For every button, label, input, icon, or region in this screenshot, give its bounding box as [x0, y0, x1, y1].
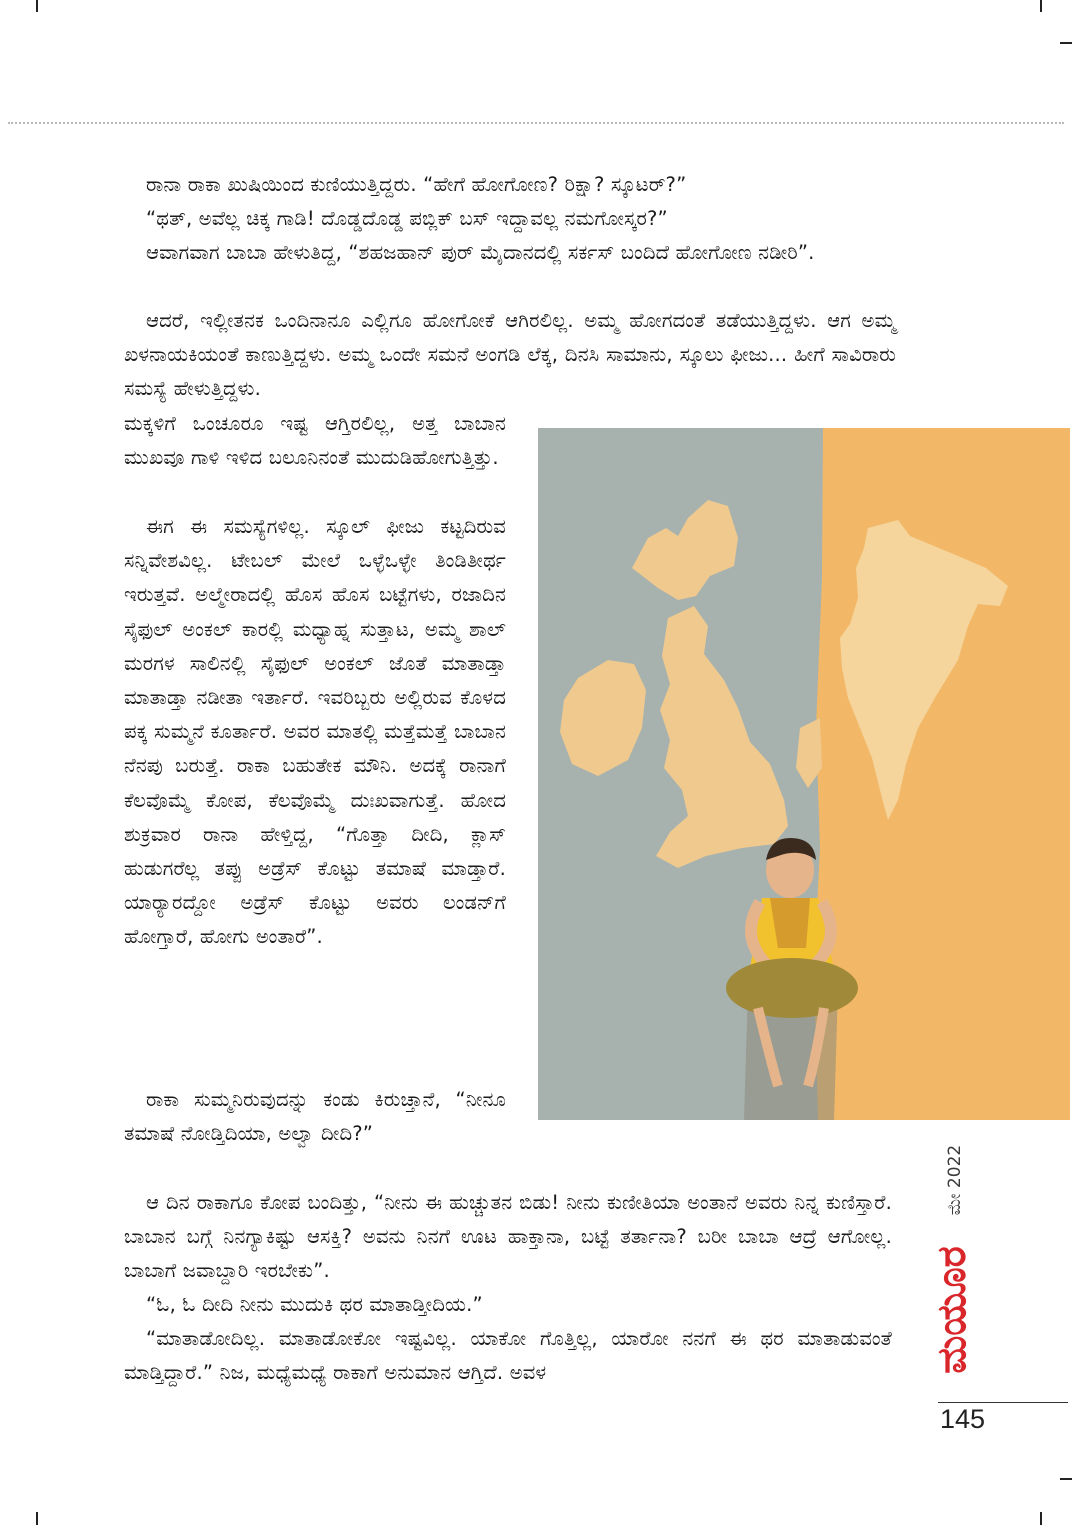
crop-mark-top-right: [1040, 0, 1042, 12]
header-dotted-rule: [8, 122, 1064, 124]
paragraph-3: ಆವಾಗವಾಗ ಬಾಬಾ ಹೇಳುತಿದ್ದ, “ಶಹಜಹಾನ್ ಪುರ್ ಮೈದಾನದಲ್ಲಿ ಸರ್ಕಸ್ ಬಂದಿದೆ ಹೋಗೋಣ ನಡೀರಿ”.: [146, 241, 815, 264]
magazine-logo: ಮಯೂರ: [929, 1246, 975, 1374]
paragraph-7: ಆ ದಿನ ರಾಕಾಗೂ ಕೋಪ ಬಂದಿತ್ತು, “ನೀನು ಈ ಹುಚ್ಚುತನ ಬಿಡು! ನೀನು ಕುಣೀತಿಯಾ ಅಂತಾನೆ ಅವರು ನಿನ್ನ ಕುಣಿಸ್ತಾರೆ. ಬಾಬಾನ ಬಗ್ಗೆ ನಿನಗ್ಯಾಕಿಷ್ಟು ಆಸಕ್ತಿ? ಅವನು ನಿನಗೆ ಊಟ ಹಾಕ್ತಾನಾ, ಬಟ್ಟೆ ತರ್ತಾನಾ? ಬರೀ ಬಾಬಾ ಆದ್ರೆ ಆಗೋಲ್ಲ. ಬಾಬಾಗೆ ಜವಾಬ್ದಾರಿ ಇರಬೇಕು”.: [124, 1191, 892, 1283]
page-number-rule: [938, 1402, 1068, 1403]
paragraph-1: ರಾನಾ ರಾಕಾ ಖುಷಿಯಿಂದ ಕುಣಿಯುತ್ತಿದ್ದರು. “ಹೇಗೆ ಹೋಗೋಣ? ರಿಕ್ಷಾ? ಸ್ಕೂಟರ್?”: [146, 173, 687, 196]
paragraph-8: “ಓ, ಓ ದೀದಿ ನೀನು ಮುದುಕಿ ಥರ ಮಾತಾಡ್ತೀದಿಯ.”: [146, 1293, 483, 1316]
paragraph-9: “ಮಾತಾಡೋದಿಲ್ಲ. ಮಾತಾಡೋಕೋ ಇಷ್ಟವಿಲ್ಲ. ಯಾಕೋ ಗೊತ್ತಿಲ್ಲ, ಯಾರೋ ನನಗೆ ಈ ಥರ ಮಾತಾಡುವಂತೆ ಮಾಡ್ತಿದ್ದಾರೆ.” ನಿಜ, ಮಧ್ಯೆಮಧ್ಯೆ ರಾಕಾಗೆ ಅನುಮಾನ ಆಗ್ತಿದೆ. ಅವಳ: [124, 1327, 892, 1385]
paragraph-4: ಆದರೆ, ಇಲ್ಲೀತನಕ ಒಂದಿನಾನೂ ಎಲ್ಲಿಗೂ ಹೋಗೋಕೆ ಆಗಿರಲಿಲ್ಲ. ಅಮ್ಮ ಹೋಗದಂತೆ ತಡೆಯುತ್ತಿದ್ದಳು. ಆಗ ಅಮ್ಮ ಖಳನಾಯಕಿಯಂತೆ ಕಾಣುತ್ತಿದ್ದಳು. ಅಮ್ಮ ಒಂದೇ ಸಮನೆ ಅಂಗಡಿ ಲೆಕ್ಕ, ದಿನಸಿ ಸಾಮಾನು, ಸ್ಕೂಲು ಫೀಜು... ಹೀಗೆ ಸಾವಿರಾರು ಸಮಸ್ಯೆ ಹೇಳುತ್ತಿದ್ದಳು.: [124, 309, 896, 401]
crop-mark-right-upper: [1060, 42, 1072, 44]
issue-date: ಮೇ 2022: [945, 1144, 965, 1216]
paragraph-6: ರಾಕಾ ಸುಮ್ಮನಿರುವುದನ್ನು ಕಂಡು ಕಿರುಚ್ತಾನೆ, “ನೀನೂ ತಮಾಷೆ ನೋಡ್ತಿದಿಯಾ, ಅಲ್ವಾ ದೀದಿ?”: [124, 1088, 506, 1146]
paragraph-4-continued: ಮಕ್ಕಳಿಗೆ ಒಂಚೂರೂ ಇಷ್ಟ ಆಗ್ತಿರಲಿಲ್ಲ, ಅತ್ತ ಬಾಬಾನ ಮುಖವೂ ಗಾಳಿ ಇಳಿದ ಬಲೂನಿನಂತೆ ಮುದುಡಿಹೋಗುತ್ತಿತ್ತು.: [124, 412, 506, 470]
crop-mark-bottom-right: [1040, 1512, 1042, 1525]
paragraph-5: ಈಗ ಈ ಸಮಸ್ಯೆಗಳಿಲ್ಲ. ಸ್ಕೂಲ್ ಫೀಜು ಕಟ್ಟದಿರುವ ಸನ್ನಿವೇಶವಿಲ್ಲ. ಟೇಬಲ್ ಮೇಲೆ ಒಳ್ಳೆಒಳ್ಳೇ ತಿಂಡಿತೀರ್ಥ ಇರುತ್ತವೆ. ಅಲ್ಮೇರಾದಲ್ಲಿ ಹೊಸ ಹೊಸ ಬಟ್ಟೆಗಳು, ರಜಾದಿನ ಸೈಫುಲ್ ಅಂಕಲ್ ಕಾರಲ್ಲಿ ಮಧ್ಯಾಹ್ನ ಸುತ್ತಾಟ, ಅಮ್ಮ ಶಾಲ್ ಮರಗಳ ಸಾಲಿನಲ್ಲಿ ಸೈಫುಲ್ ಅಂಕಲ್ ಜೊತೆ ಮಾತಾಡ್ತಾ ಮಾತಾಡ್ತಾ ನಡೀತಾ ಇರ್ತಾರೆ. ಇವರಿಬ್ಬರು ಅಲ್ಲಿರುವ ಕೊಳದ ಪಕ್ಕ ಸುಮ್ಮನೆ ಕೂರ್ತಾರೆ. ಅವರ ಮಾತಲ್ಲಿ ಮತ್ತೆಮತ್ತೆ ಬಾಬಾನ ನೆನಪು ಬರುತ್ತೆ. ರಾಕಾ ಬಹುತೇಕ ಮೌನಿ. ಅದಕ್ಕೆ ರಾನಾಗೆ ಕೆಲವೊಮ್ಮೆ ಕೋಪ, ಕೆಲವೊಮ್ಮೆ ದುಃಖವಾಗುತ್ತೆ. ಹೋದ ಶುಕ್ರವಾರ ರಾನಾ ಹೇಳ್ತಿದ್ದ, “ಗೊತ್ತಾ ದೀದಿ, ಕ್ಲಾಸ್ ಹುಡುಗರೆಲ್ಲ ತಪ್ಪು ಅಡ್ರೆಸ್ ಕೊಟ್ಟು ತಮಾಷೆ ಮಾಡ್ತಾರೆ. ಯಾರ್‍ಯಾರದ್ದೋ ಅಡ್ರೆಸ್ ಕೊಟ್ಟು ಅವರು ಲಂಡನ್‌ಗೆ ಹೋಗ್ತಾರೆ, ಹೋಗು ಅಂತಾರೆ”.: [124, 515, 506, 949]
crop-mark-right-lower: [1060, 1478, 1072, 1480]
crop-mark-top-left: [36, 0, 38, 12]
page-number: 145: [940, 1404, 986, 1434]
illustration-boy-with-map: [538, 428, 1070, 1120]
paragraph-2: “ಥತ್, ಅವೆಲ್ಲ ಚಿಕ್ಕ ಗಾಡಿ! ದೊಡ್ಡದೊಡ್ಡ ಪಬ್ಲಿಕ್ ಬಸ್ ಇದ್ದಾವಲ್ಲ ನಮಗೋಸ್ಕರ?”: [146, 207, 668, 230]
crop-mark-bottom-left: [36, 1512, 38, 1525]
